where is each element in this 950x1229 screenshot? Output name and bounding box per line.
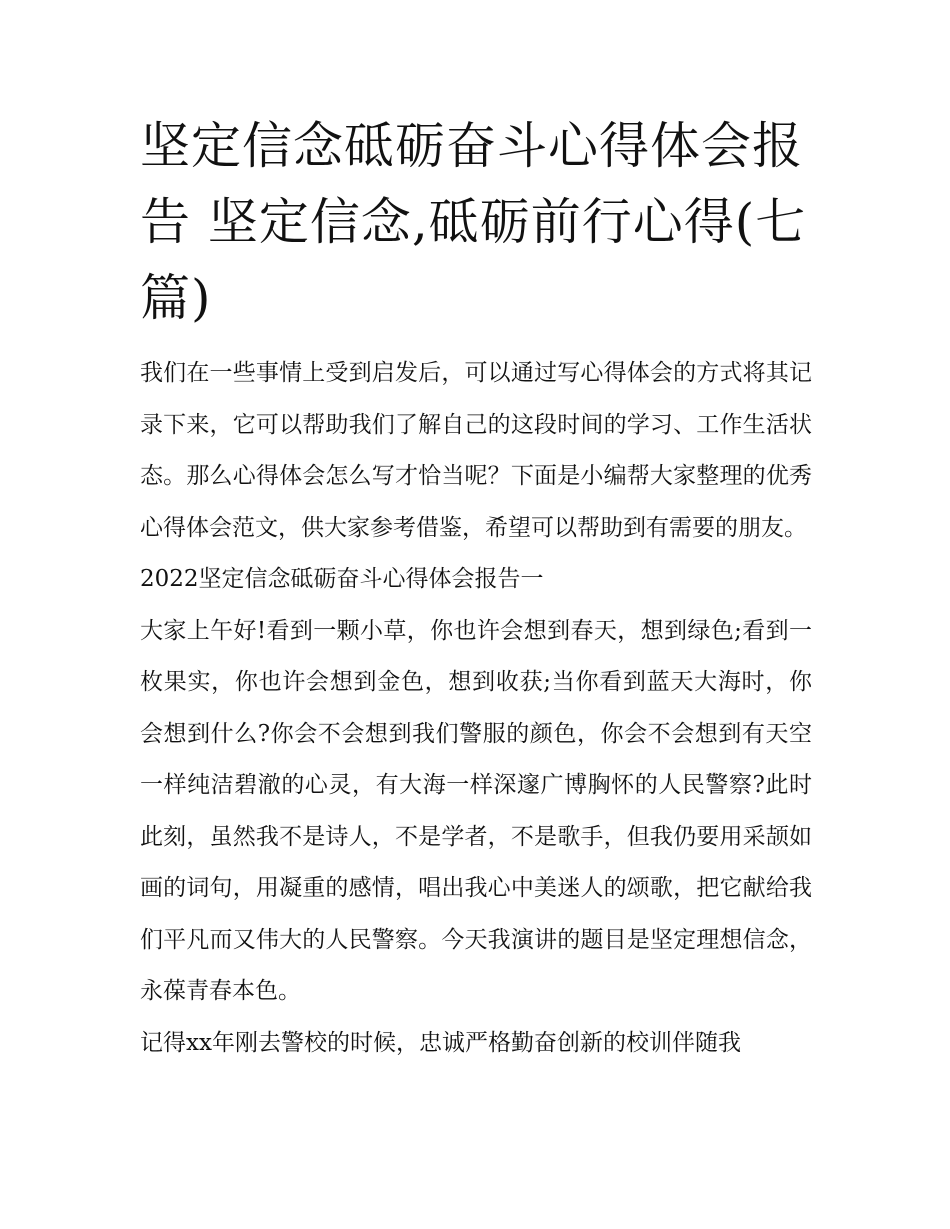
document-title: 坚定信念砥砺奋斗心得体会报告 坚定信念,砥砺前行心得(七篇) <box>140 117 807 327</box>
body-paragraph-1: 大家上午好!看到一颗小草，你也许会想到春天，想到绿色;看到一枚果实，你也许会想到金色，想到收获;当你看到蓝天大海时，你会想到什么?你会不会想到我们警服的颜色，你会不会想到有天空一样纯洁碧澈的心灵，有大海一样深邃广博胸怀的人民警察?此时此刻，虽然我不是诗人，不是学者，不是歌手，但我仍要用采颉如画的词句，用凝重的感情，唱出我心中美迷人的颂歌，把它献给我们平凡而又伟大的人民警察。今天我演讲的题目是坚定理想信念，永葆青春本色。 <box>140 617 812 1004</box>
intro-paragraph: 我们在一些事情上受到启发后，可以通过写心得体会的方式将其记录下来，它可以帮助我们了解自己的这段时间的学习、工作生活状态。那么心得体会怎么写才恰当呢？下面是小编帮大家整理的优秀心得体会范文，供大家参考借鉴，希望可以帮助到有需要的朋友。 <box>140 360 812 541</box>
section-heading: 2022坚定信念砥砺奋斗心得体会报告一 <box>140 566 544 592</box>
document-page <box>140 108 812 1069</box>
body-paragraph-2: 记得xx年刚去警校的时候，忠诚严格勤奋创新的校训伴随我 <box>140 1029 741 1056</box>
